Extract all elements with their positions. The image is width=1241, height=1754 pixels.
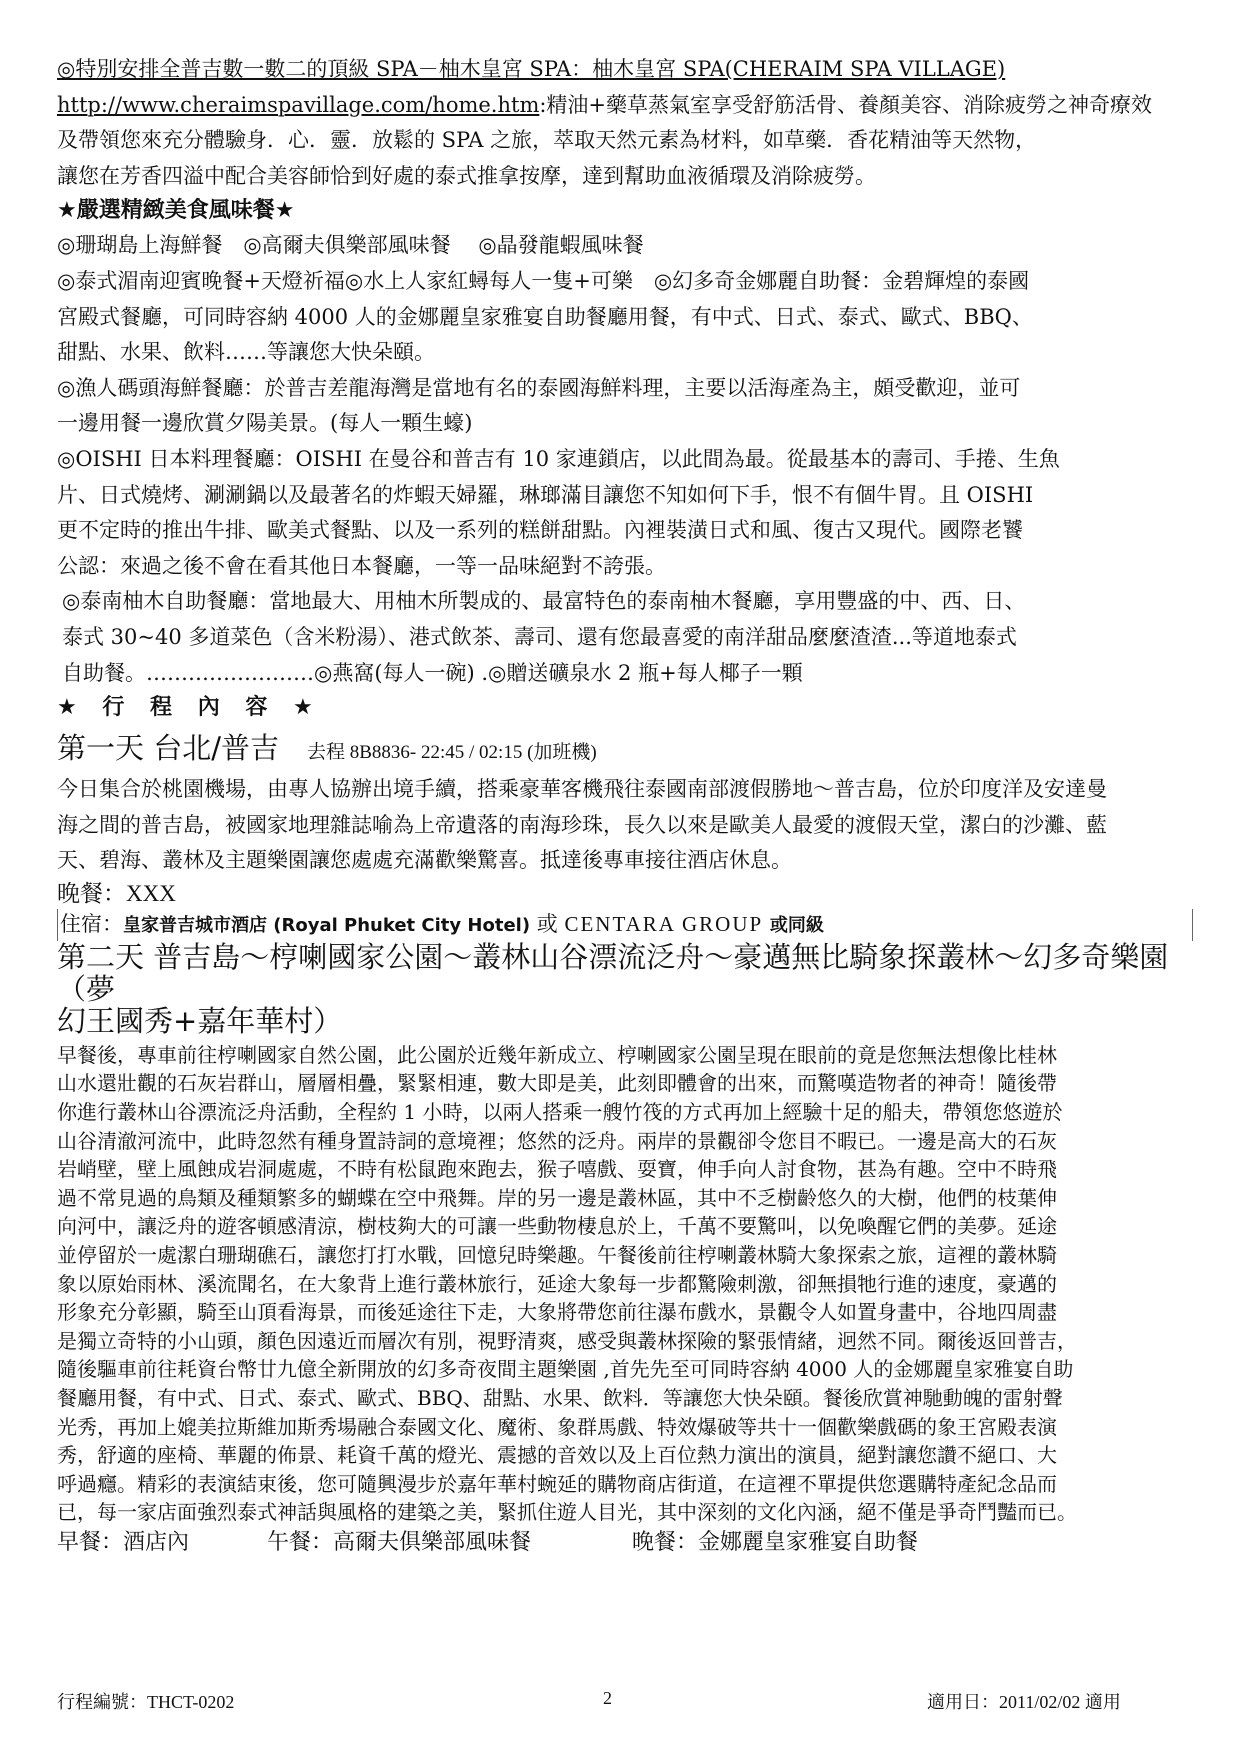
day-1-line-3: 天、碧海、叢林及主題樂園讓您處處充滿歡樂驚喜。抵達後專車接往酒店休息。 <box>57 848 792 873</box>
day-2-body-line: 餐廳用餐，有中式、日式、泰式、歐式、BBQ、甜點、水果、飲料．等讓您大快朵頤。餐後欣賞神馳動魄的雷射聲 <box>57 1386 1063 1410</box>
spa-line-2-text: :精油+藥草蒸氣室享受舒筋活骨、養顏美容、消除疲勞之神奇療效 <box>539 92 1153 117</box>
food-line-3: 宮殿式餐廳，可同時容納 4000 人的金娜麗皇家雅宴自助餐廳用餐，有中式、日式、泰式、歐式、BBQ、 <box>57 304 1033 329</box>
day-1-dinner: 晚餐：XXX <box>57 880 176 906</box>
day-2-body-line: 山谷清澈河流中，此時忽然有種身置詩詞的意境裡；悠然的泛舟。兩岸的景觀卻令您目不暇已。一邊是高大的石灰 <box>57 1128 1057 1153</box>
day-1-accommodation <box>57 909 1193 941</box>
spa-line-3: 及帶領您來充分體驗身．心．靈．放鬆的 SPA 之旅，萃取天然元素為材料，如草藥．香花精油等天然物， <box>57 128 1037 153</box>
day-2-body-line: 象以原始雨林、溪流聞名，在大象背上進行叢林旅行，延途大象每一步都驚險刺激，卻無損牠行進的速度，豪邁的 <box>57 1271 1057 1296</box>
itinerary-section <box>57 691 1193 1557</box>
food-heading: ★嚴選精緻美食風味餐★ <box>57 198 295 224</box>
day-1-line-1: 今日集合於桃園機場，由專人協辦出境手續，搭乘豪華客機飛往泰國南部渡假勝地～普吉島，位於印度洋及安達曼 <box>57 777 1107 802</box>
day-2-lunch: 午餐：高爾夫俱樂部風味餐 <box>267 1528 532 1554</box>
spa-title: ◎特別安排全普吉數一數二的頂級 SPA－柚木皇宮 SPA：柚木皇宮 SPA(CHERAIM SPA VILLAGE) <box>57 57 1006 81</box>
itinerary-code: 行程編號：THCT-0202 <box>57 1692 235 1712</box>
spa-line-4: 讓您在芳香四溢中配合美容師恰到好處的泰式推拿按摩，達到幫助血液循環及消除疲勞。 <box>57 163 876 188</box>
food-line-1: ◎珊瑚島上海鮮餐 ◎高爾夫俱樂部風味餐 ◎晶發龍蝦風味餐 <box>57 233 644 258</box>
food-line-12: 泰式 30~40 多道菜色（含米粉湯）、港式飲茶、壽司、還有您最喜愛的南洋甜品麼麼渣渣...等道地泰式 <box>62 624 1017 649</box>
day-2-body-line: 岩峭壁，壁上風蝕成岩洞處處，不時有松鼠跑來跑去，猴子嘻戲、耍寶，伸手向人討食物，甚為有趣。空中不時飛 <box>57 1157 1057 1182</box>
day-2 <box>57 941 1193 1557</box>
day-2-body-line: 早餐後，專車前往梈喇國家自然公園，此公園於近幾年新成立、梈喇國家公園呈現在眼前的竟是您無法想像比桂林 <box>57 1042 1057 1067</box>
day-2-body <box>57 1041 1193 1527</box>
day-2-body-line: 是獨立奇特的小山頭，顏色因遠近而層次有別，視野清爽，感受與叢林探險的緊張情緒，迥然不同。爾後返回普吉， <box>57 1328 1077 1353</box>
day-2-body-line: 形象充分彰顯，騎至山頂看海景，而後延途往下走，大象將帶您前往瀑布戲水，景觀令人如置身畫中，谷地四周盡 <box>57 1300 1057 1325</box>
day-2-title-line-2: 幻王國秀+嘉年華村） <box>57 1003 343 1038</box>
spa-section <box>57 52 1193 194</box>
effective-date: 適用日：2011/02/02 適用 <box>927 1692 1121 1712</box>
day-2-title-line-1: 第二天 普吉島～梈喇國家公園～叢林山谷漂流泛舟～豪邁無比騎象探叢林～幻多奇樂園（夢 <box>57 939 1169 1006</box>
food-line-7: ◎OISHI 日本料理餐廳：OISHI 在曼谷和普吉有 10 家連鎖店，以此間為最。從最基本的壽司、手捲、生魚 <box>57 446 1060 471</box>
food-line-4: 甜點、水果、飲料……等讓您大快朵頤。 <box>57 340 435 365</box>
day-2-body-line: 光秀，再加上媲美拉斯維加斯秀場融合泰國文化、魔術、象群馬戲、特效爆破等共十一個歡樂戲碼的象王宮殿表演 <box>57 1414 1057 1439</box>
spa-line-1 <box>57 52 1193 88</box>
spa-line-2 <box>57 88 1193 124</box>
food-section <box>57 194 1193 691</box>
food-line-5: ◎漁人碼頭海鮮餐廳：於普吉差龍海灣是當地有名的泰國海鮮料理，主要以活海產為主，頗受歡迎，並可 <box>57 375 1021 400</box>
day-2-body-line: 過不常見過的鳥類及種類繁多的蝴蝶在空中飛舞。岸的另一邊是叢林區，其中不乏樹齡悠久的大樹，他們的枝葉伸 <box>57 1185 1057 1210</box>
day-2-body-line: 向河中，讓泛舟的遊客頓感清涼，樹枝夠大的可讓一些動物棲息於上，千萬不要驚叫，以免喚醒它們的美夢。延途 <box>57 1214 1057 1239</box>
day-2-body-line: 山水還壯觀的石灰岩群山，層層相疊，緊緊相連，數大即是美，此刻即體會的出來，而驚嘆造物者的神奇！隨後帶 <box>57 1071 1057 1096</box>
day-2-dinner: 晚餐：金娜麗皇家雅宴自助餐 <box>632 1528 919 1554</box>
day-1-title <box>57 729 1193 772</box>
food-line-11: ◎泰南柚木自助餐廳：當地最大、用柚木所製成的、最富特色的泰南柚木餐廳，享用豐盛的中、西、日、 <box>62 589 1026 614</box>
day-2-body-line: 隨後驅車前往耗資台幣廿九億全新開放的幻多奇夜間主題樂園 ,首先先至可同時容納 4000 人的金娜麗皇家雅宴自助 <box>57 1357 1074 1382</box>
stay-same: 或同級 <box>769 914 824 936</box>
food-line-9: 更不定時的推出牛排、歐美式餐點、以及一系列的糕餅甜點。內裡裝潢日式和風、復古又現代。國際老饕 <box>57 518 1023 543</box>
day-2-body-line: 已，每一家店面強烈泰式神話與風格的建築之美，緊抓住遊人目光，其中深刻的文化內涵，絕不僅是爭奇鬥豔而已。 <box>57 1500 1077 1525</box>
day-1 <box>57 729 1193 941</box>
food-line-10: 公認：來過之後不會在看其他日本餐廳，一等一品味絕對不誇張。 <box>57 553 666 578</box>
day-1-line-2: 海之間的普吉島，被國家地理雜誌喻為上帝遺落的南海珍珠，長久以來是歐美人最愛的渡假天堂，潔白的沙灘、藍 <box>57 812 1107 837</box>
day-2-body-line: 並停留於一處潔白珊瑚礁石，讓您打打水戰，回憶兒時樂趣。午餐後前往梈喇叢林騎大象探索之旅，這裡的叢林騎 <box>57 1243 1057 1268</box>
page-number: 2 <box>603 1688 612 1708</box>
food-line-2: ◎泰式湄南迎賓晚餐+天燈祈福◎水上人家紅蟳每人一隻+可樂 ◎幻多奇金娜麗自助餐：金碧輝煌的泰國 <box>57 268 1030 293</box>
stay-label: 住宿： <box>60 911 123 936</box>
day-2-body-line: 秀，舒適的座椅、華麗的佈景、耗資千萬的燈光、震撼的音效以及上百位熱力演出的演員，絕對讓您讚不絕口、大 <box>57 1443 1057 1468</box>
stay-or: 或 <box>536 911 558 936</box>
day-1-title-text: 第一天 台北/普吉 <box>57 731 279 766</box>
food-line-8: 片、日式燒烤、涮涮鍋以及最著名的炸蝦天婦羅，琳瑯滿目讓您不知如何下手，恨不有個牛胃。且 OISHI <box>57 482 1034 507</box>
food-line-13: 自助餐。……………………◎燕窩(每人一碗) .◎贈送礦泉水 2 瓶+每人椰子一顆 <box>62 660 803 685</box>
day-1-flight: 去程 8B8836- 22:45 / 02:15 (加班機) <box>307 742 597 764</box>
day-2-meals <box>57 1527 1193 1557</box>
document-page <box>57 52 1193 1557</box>
stay-hotel: 皇家普吉城市酒店 (Royal Phuket City Hotel) <box>123 914 531 936</box>
day-2-body-line: 你進行叢林山谷漂流泛舟活動，全程約 1 小時，以兩人搭乘一艘竹筏的方式再加上經驗十足的船夫，帶領您悠遊於 <box>57 1100 1063 1125</box>
spa-url-link[interactable]: http://www.cheraimspavillage.com/home.htm <box>57 92 540 117</box>
itinerary-heading: ★ 行 程 內 容 ★ <box>57 695 322 721</box>
day-2-body-line: 呼過癮。精彩的表演結束後，您可隨興漫步於嘉年華村蜿延的購物商店街道，在這裡不單提供您選購特產紀念品而 <box>57 1471 1057 1496</box>
food-line-6: 一邊用餐一邊欣賞夕陽美景。(每人一顆生蠔) <box>57 411 473 436</box>
day-2-breakfast: 早餐：酒店內 <box>57 1528 190 1554</box>
stay-alt: CENTARA GROUP <box>564 911 764 936</box>
